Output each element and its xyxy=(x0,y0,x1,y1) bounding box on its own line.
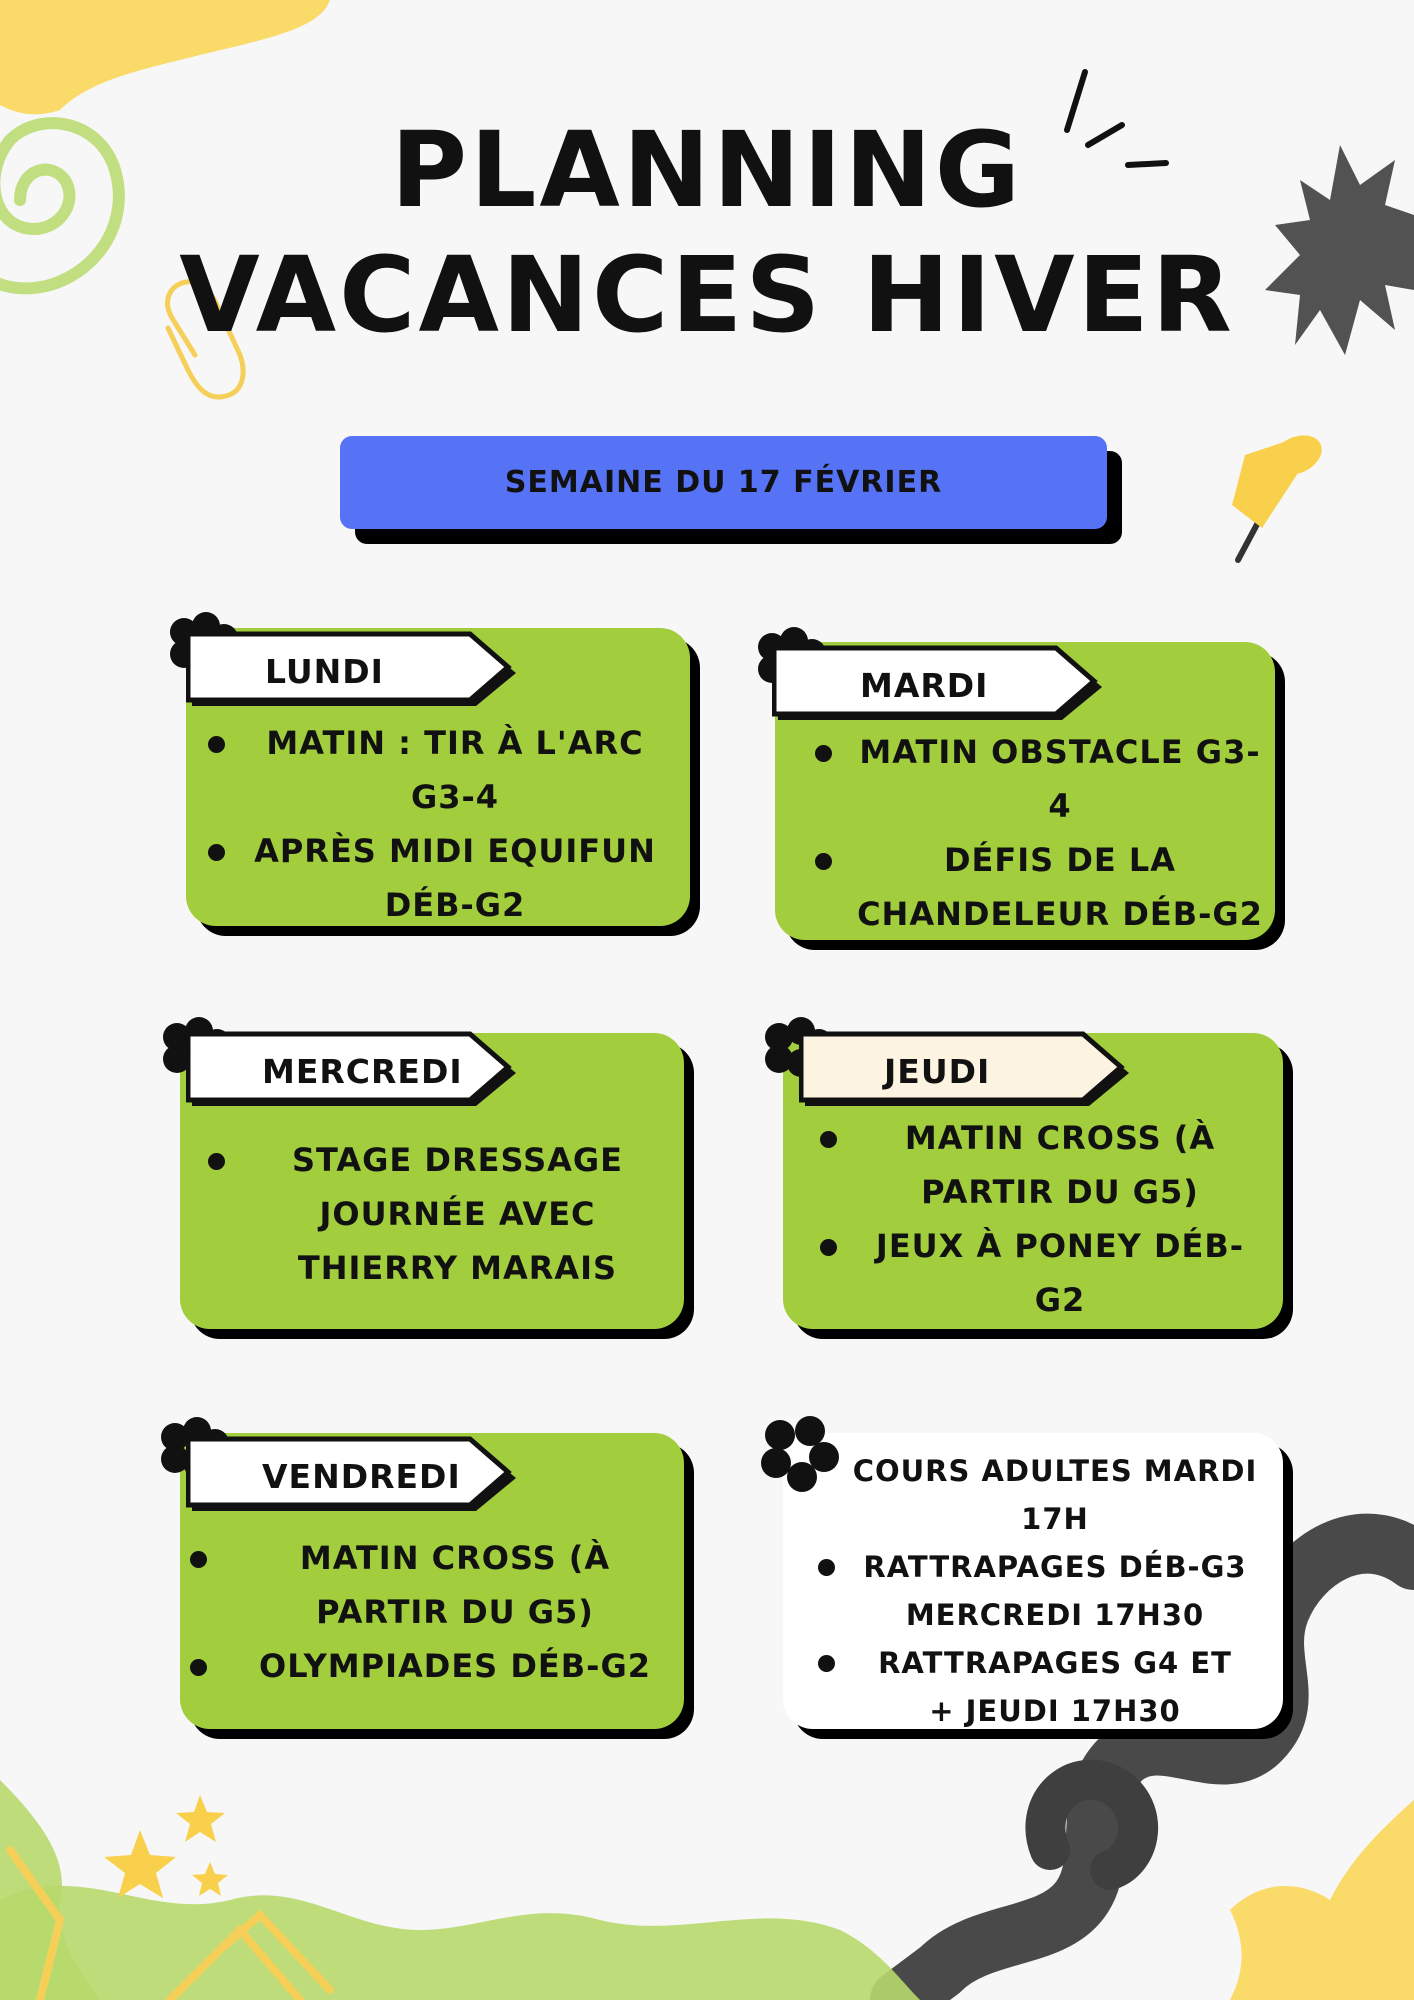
bullet-icon xyxy=(818,1655,835,1672)
items-mercredi xyxy=(280,1133,635,1295)
items-lundi xyxy=(240,716,670,932)
yellow-blob-top-left xyxy=(0,0,330,114)
list-item: APRÈS MIDI EQUIFUN DÉB-G2 xyxy=(240,824,670,932)
bullet-icon xyxy=(820,1131,837,1148)
day-label-mardi: MARDI xyxy=(860,666,989,705)
items-jeudi xyxy=(860,1111,1260,1327)
list-item: MATIN CROSS (À PARTIR DU G5) xyxy=(245,1531,665,1639)
list-item: DÉFIS DE LA CHANDELEUR DÉB-G2 xyxy=(855,833,1265,941)
list-item: MATIN : TIR À L'ARC G3-4 xyxy=(240,716,670,824)
items-vendredi xyxy=(245,1531,665,1693)
day-label-jeudi: JEUDI xyxy=(884,1052,991,1091)
green-hill-bottom xyxy=(0,1886,920,2000)
list-item: JEUX À PONEY DÉB-G2 xyxy=(860,1219,1260,1327)
list-item: RATTRAPAGES DÉB-G3 MERCREDI 17H30 xyxy=(860,1543,1250,1639)
bullet-icon xyxy=(190,1551,207,1568)
list-item: MATIN CROSS (À PARTIR DU G5) xyxy=(860,1111,1260,1219)
adults-heading: COURS ADULTES MARDI 17H xyxy=(852,1454,1258,1536)
items-adults xyxy=(860,1543,1250,1735)
list-item: STAGE DRESSAGE JOURNÉE AVEC THIERRY MARAIS xyxy=(280,1133,635,1295)
bullet-icon xyxy=(820,1239,837,1256)
bullet-icon xyxy=(208,844,225,861)
yellow-blob-bottom-right xyxy=(1230,1800,1414,2000)
week-banner: SEMAINE DU 17 FÉVRIER xyxy=(340,436,1107,529)
bullet-icon xyxy=(815,745,832,762)
bullet-icon xyxy=(818,1559,835,1576)
items-mardi xyxy=(855,725,1265,941)
bullet-icon xyxy=(208,736,225,753)
list-item: MATIN OBSTACLE G3-4 xyxy=(855,725,1265,833)
list-item: OLYMPIADES DÉB-G2 xyxy=(245,1639,665,1693)
bullet-icon xyxy=(815,853,832,870)
bullet-icon xyxy=(190,1659,207,1676)
day-label-vendredi: VENDREDI xyxy=(262,1457,461,1496)
flower-icon xyxy=(758,1415,848,1495)
list-item: RATTRAPAGES G4 ET + JEUDI 17H30 xyxy=(860,1639,1250,1735)
page-title-line2: VACANCES HIVER xyxy=(179,234,1235,356)
page-title-line1: PLANNING xyxy=(390,109,1024,231)
day-label-lundi: LUNDI xyxy=(265,652,384,691)
star-icon xyxy=(104,1795,228,1898)
day-label-mercredi: MERCREDI xyxy=(262,1052,463,1091)
bullet-icon xyxy=(208,1153,225,1170)
pushpin-icon xyxy=(1232,428,1328,560)
